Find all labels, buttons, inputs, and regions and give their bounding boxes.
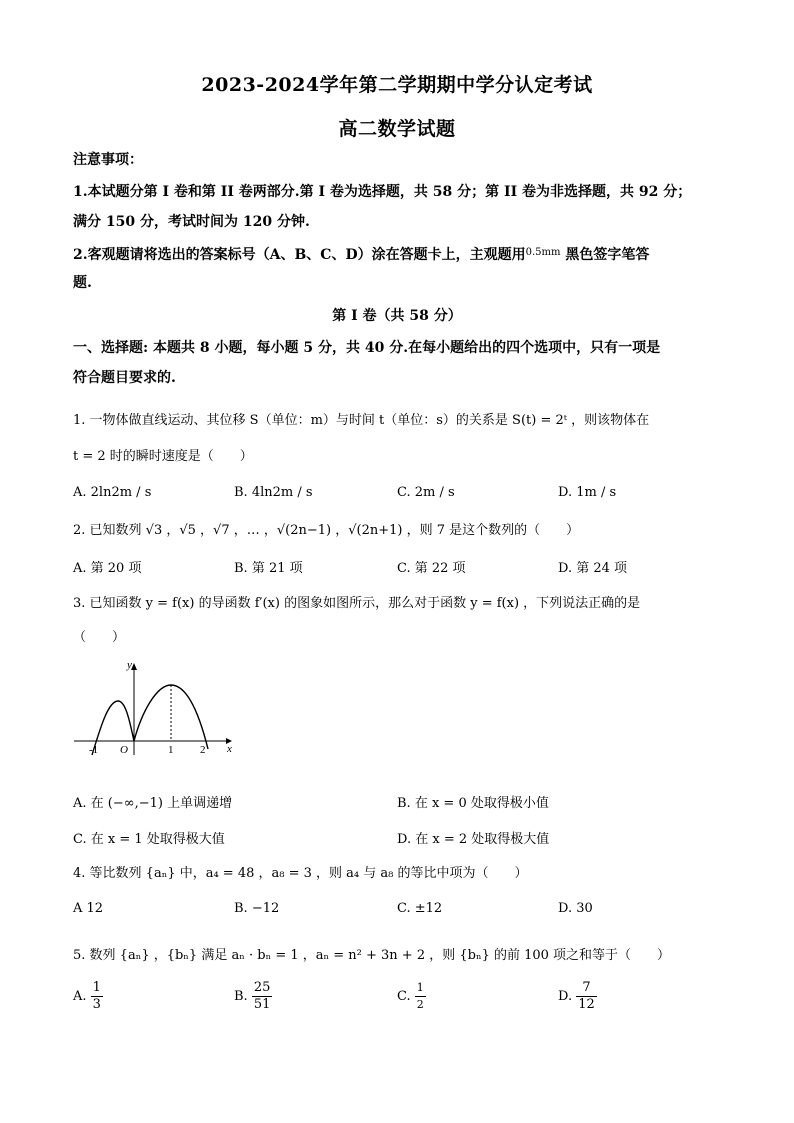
question-5-option-a[interactable] <box>73 980 103 1013</box>
question-3-option-d[interactable]: D. 在 x = 2 处取得极大值 <box>397 832 550 847</box>
tick-label-2: 2 <box>200 744 206 756</box>
question-1-option-d[interactable]: D. 1m / s <box>558 485 617 500</box>
question-4-option-c[interactable]: C. ±12 <box>397 901 443 916</box>
question-5-option-c[interactable] <box>397 980 426 1013</box>
option-b-fraction <box>252 980 273 1013</box>
tick-label-1: 1 <box>168 744 174 756</box>
question-4-option-a[interactable]: A 12 <box>73 901 104 916</box>
notice-item-2-text-b: 黑色签字笔答 <box>560 247 650 263</box>
question-1-stem-line-1: 1. 一物体做直线运动、其位移 S（单位：m）与时间 t（单位：s）的关系是 S(t) = 2ᵗ ，则该物体在 <box>73 413 650 428</box>
question-5-option-b[interactable] <box>234 980 272 1013</box>
question-5-option-d[interactable] <box>558 980 597 1013</box>
origin-label: O <box>120 744 128 756</box>
question-3-stem-line-1: 3. 已知函数 y = f(x) 的导函数 f′(x) 的图象如图所示，那么对于函数 y = f(x) ，下列说法正确的是 <box>73 596 641 611</box>
question-3-stem-line-2: （ ） <box>73 630 126 645</box>
option-a-label: A. <box>73 989 87 1004</box>
option-c-fraction <box>415 980 426 1013</box>
question-4-option-d[interactable]: D. 30 <box>558 901 593 916</box>
question-1-option-a[interactable]: A. 2ln2m / s <box>73 485 152 500</box>
question-5-stem: 5. 数列 {aₙ} ，{bₙ} 满足 aₙ · bₙ = 1 ，aₙ = n² + 3n + 2 ，则 {bₙ} 的前 100 项之和等于（ ） <box>73 948 671 963</box>
fraction-numerator: 7 <box>576 980 597 997</box>
notice-item-2-line-1 <box>73 243 733 265</box>
fraction-numerator: 1 <box>415 980 426 997</box>
fraction-denominator: 2 <box>416 998 424 1011</box>
option-a-fraction <box>91 980 103 1013</box>
x-axis-label: x <box>227 743 232 755</box>
option-d-fraction <box>576 980 597 1013</box>
y-axis-arrow <box>131 663 137 670</box>
fraction-denominator: 12 <box>578 997 595 1012</box>
tick-label-neg1: -1 <box>89 744 99 756</box>
question-4-option-b[interactable]: B. −12 <box>234 901 280 916</box>
question-3-option-c[interactable]: C. 在 x = 1 处取得极大值 <box>73 832 225 847</box>
option-c-label: C. <box>397 989 411 1004</box>
fraction-numerator: 1 <box>92 980 101 995</box>
section-intro-line-1: 一、选择题: 本题共 8 小题，每小题 5 分，共 40 分.在每小题给出的四个选项中，只有一项是 <box>73 340 661 356</box>
derivative-curve <box>92 685 208 755</box>
notice-item-2-line-2: 题. <box>73 275 92 291</box>
notice-item-1-line-2: 满分 150 分，考试时间为 120 分钟. <box>73 214 310 230</box>
section-heading: 第 I 卷（共 58 分） <box>332 308 462 324</box>
question-4-stem: 4. 等比数列 {aₙ} 中，a₄ = 48 ，a₈ = 3 ，则 a₄ 与 a₈ 的等比中项为（ ） <box>73 866 528 881</box>
fraction-denominator: 3 <box>92 997 101 1012</box>
question-3-option-a[interactable]: A. 在 (−∞,−1) 上单调递增 <box>73 796 233 811</box>
question-2-option-d[interactable]: D. 第 24 项 <box>558 561 628 576</box>
question-2-option-a[interactable]: A. 第 20 项 <box>73 561 142 576</box>
option-d-label: D. <box>558 989 573 1004</box>
question-1-option-c[interactable]: C. 2m / s <box>397 485 455 500</box>
fraction-denominator: 51 <box>253 997 271 1012</box>
derivative-graph <box>72 657 242 757</box>
exam-title: 2023-2024学年第二学期期中学分认定考试 <box>201 74 593 96</box>
question-2-option-c[interactable]: C. 第 22 项 <box>397 561 466 576</box>
notice-heading: 注意事项： <box>73 152 143 168</box>
pen-spec: 0.5mm <box>525 247 561 258</box>
notice-item-2-text-a: 2.客观题请将选出的答案标号（A、B、C、D）涂在答题卡上，主观题用 <box>73 247 526 263</box>
option-b-label: B. <box>234 989 248 1004</box>
exam-subtitle: 高二数学试题 <box>338 118 456 140</box>
notice-item-1-line-1: 1.本试题分第 I 卷和第 II 卷两部分.第 I 卷为选择题，共 58 分；第 II 卷为非选择题，共 92 分； <box>73 184 692 200</box>
question-1-stem-line-2: t = 2 时的瞬时速度是（ ） <box>73 449 253 464</box>
question-3-option-b[interactable]: B. 在 x = 0 处取得极小值 <box>397 796 549 811</box>
fraction-numerator: 25 <box>253 980 271 995</box>
section-intro-line-2: 符合题目要求的. <box>73 370 176 386</box>
question-1-option-b[interactable]: B. 4ln2m / s <box>234 485 313 500</box>
y-axis-label: y <box>127 659 132 671</box>
question-2-stem: 2. 已知数列 √3 ，√5 ，√7 ，… ，√(2n−1) ，√(2n+1) ，则 7 是这个数列的（ ） <box>73 523 580 538</box>
question-2-option-b[interactable]: B. 第 21 项 <box>234 561 303 576</box>
